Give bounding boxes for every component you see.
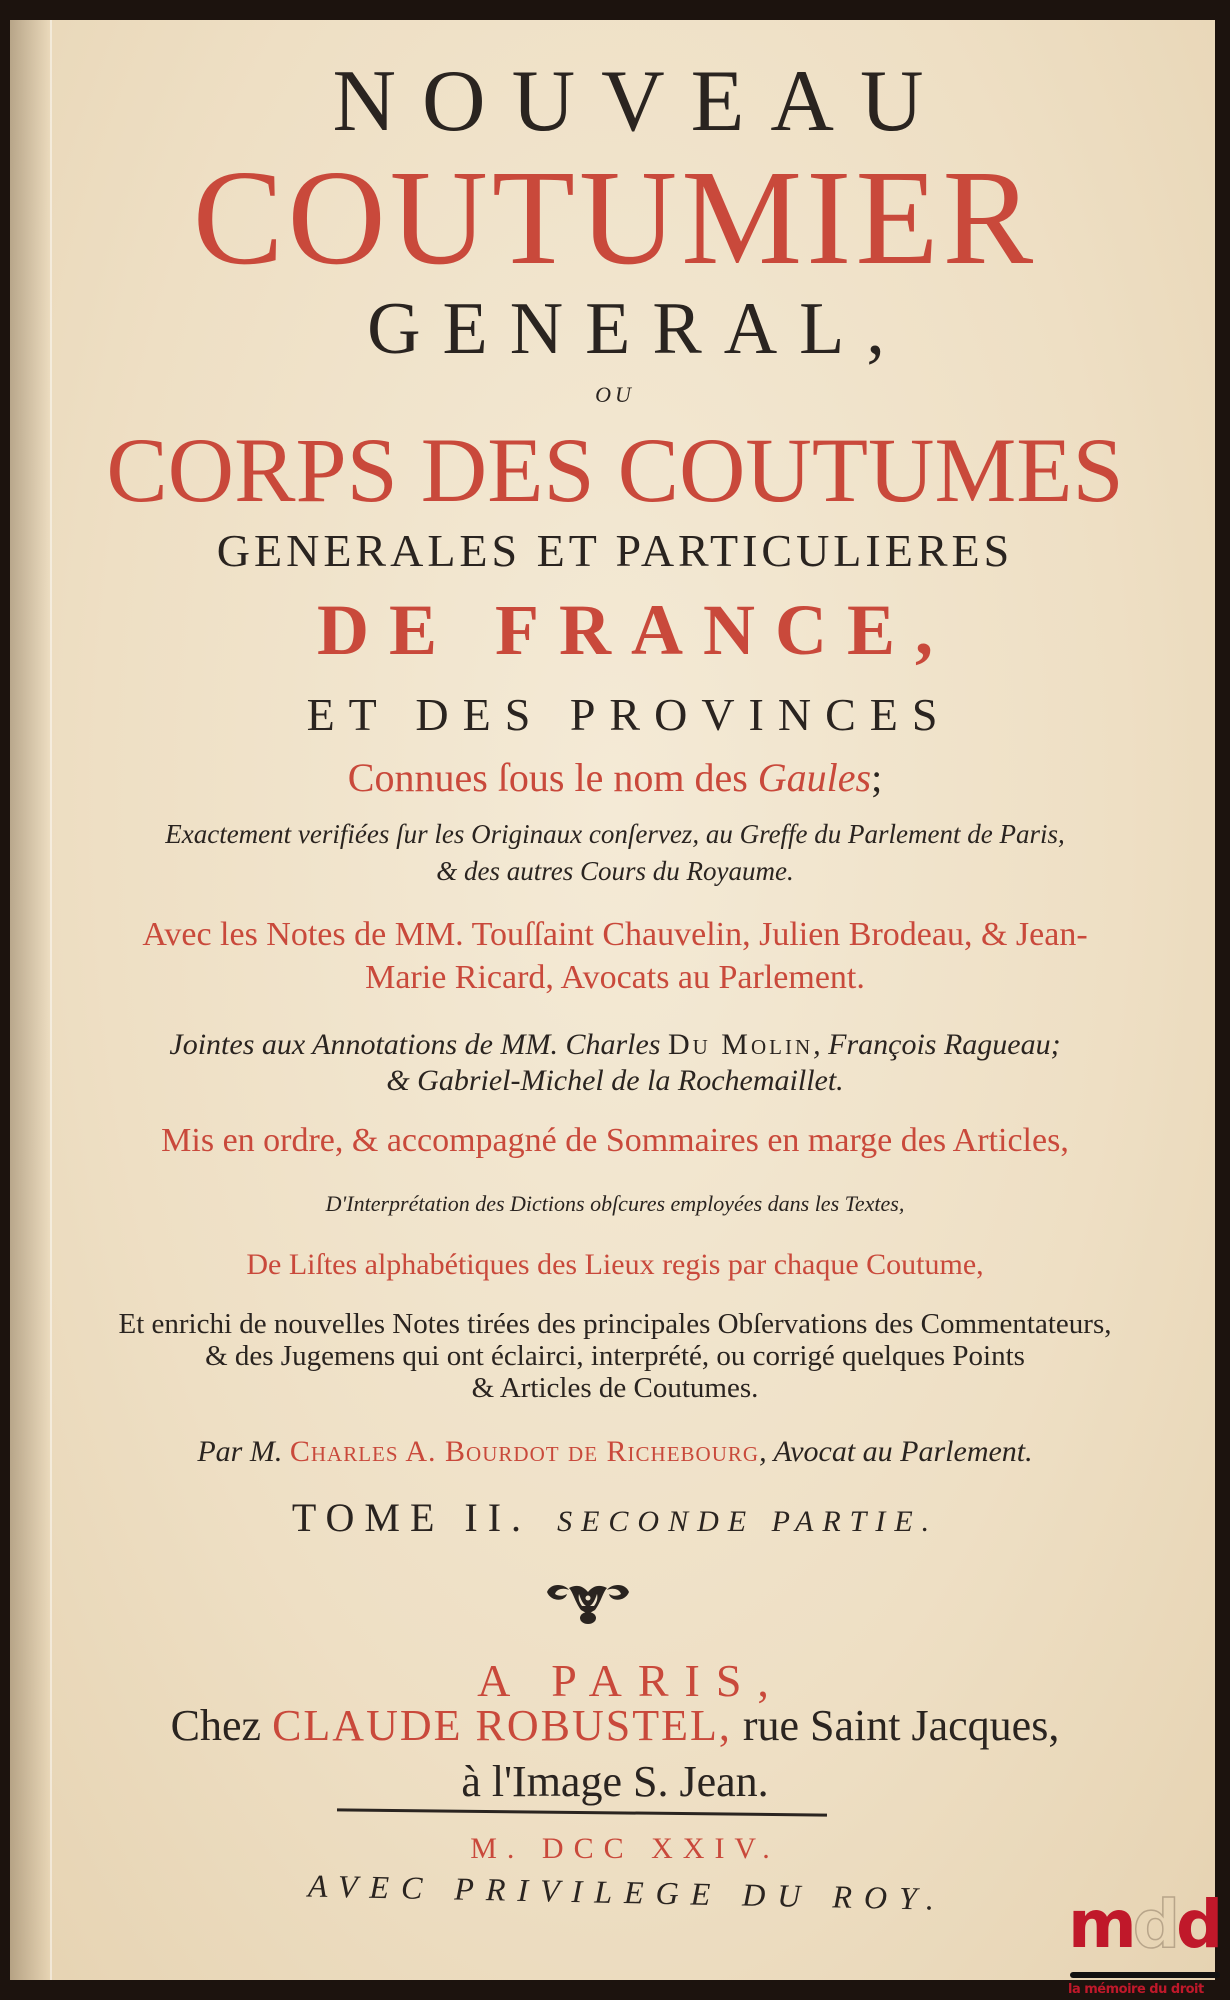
- title-et-des-provinces: ET DES PROVINCES: [306, 689, 952, 740]
- exactement-line-1: Exactement verifiées ſur les Originaux conſervez, au Greffe du Parlement de Paris,: [165, 819, 1065, 849]
- author-line: [0, 1437, 1230, 1467]
- avocat-text: , Avocat au Parlement.: [759, 1435, 1033, 1468]
- logo-bar: [1070, 1972, 1220, 1978]
- enrichi-line-1: Et enrichi de nouvelles Notes tirées des principales Obſervations des Commentateurs,: [118, 1308, 1112, 1340]
- du-molin-text: Du Molin: [667, 1028, 814, 1061]
- fleuron-ornament-icon: [545, 1580, 631, 1626]
- subtitle-connues: [0, 755, 1230, 800]
- jointes-text-end: , François Ragueau;: [813, 1028, 1061, 1061]
- logo-d-outline: d: [1132, 1886, 1177, 1963]
- publisher-name: CLAUDE ROBUSTEL,: [272, 1701, 732, 1750]
- seconde-partie-text: SECONDE PARTIE.: [557, 1505, 939, 1538]
- mdd-logo-letters: [1068, 1886, 1220, 1963]
- logo-d: d: [1176, 1886, 1220, 1963]
- tome-text: TOME II.: [291, 1495, 532, 1540]
- enrichi-line-2: & des Jugemens qui ont éclairci, interprété, ou corrigé quelques Points: [205, 1340, 1025, 1372]
- publisher-line: [0, 1701, 1230, 1750]
- notes-line-2: Marie Ricard, Avocats au Parlement.: [365, 959, 865, 996]
- place-paris: A PARIS,: [477, 1655, 785, 1706]
- author-name: Charles A. Bourdot de Richebourg: [289, 1435, 760, 1468]
- notes-line-1: Avec les Notes de MM. Touſſaint Chauvelin, Julien Brodeau, & Jean-: [142, 916, 1088, 953]
- enrichi-line-3: & Articles de Coutumes.: [471, 1372, 759, 1404]
- par-text: Par M.: [197, 1435, 290, 1468]
- address-text: rue Saint Jacques,: [731, 1701, 1060, 1750]
- exactement-line-2: & des autres Cours du Royaume.: [436, 856, 794, 886]
- interpretation-line: D'Interprétation des Dictions obſcures employées dans les Textes,: [325, 1191, 905, 1216]
- title-coutumier: COUTUMIER: [192, 143, 1038, 293]
- title-generales-particulieres: GENERALES ET PARTICULIERES: [216, 525, 1014, 576]
- mdd-logo: [1068, 1886, 1228, 2000]
- connues-text: Connues ſous le nom des: [347, 755, 758, 800]
- mis-en-ordre-line: Mis en ordre, & accompagné de Sommaires en marge des Articles,: [161, 1122, 1069, 1159]
- gaules-text: Gaules: [757, 755, 872, 800]
- jointes-text: Jointes aux Annotations de MM. Charles: [169, 1028, 668, 1061]
- title-nouveau: NOUVEAU: [332, 53, 950, 150]
- tome-line: [0, 1495, 1230, 1540]
- title-corps-des-coutumes: CORPS DES COUTUMES: [106, 419, 1124, 521]
- title-general: GENERAL,: [367, 288, 907, 370]
- title-ou: OU: [595, 382, 635, 407]
- jointes-line-2: & Gabriel-Michel de la Rochemaillet.: [386, 1064, 844, 1097]
- connues-semicolon: ;: [871, 755, 883, 800]
- logo-m: m: [1068, 1886, 1133, 1963]
- image-line: à l'Image S. Jean.: [461, 1757, 769, 1806]
- privilege-line: AVEC PRIVILEGE DU ROY.: [307, 1867, 947, 1917]
- chez-text: Chez: [170, 1701, 273, 1750]
- title-de-france: DE FRANCE,: [316, 590, 953, 670]
- listes-line: De Liſtes alphabétiques des Lieux regis par chaque Coutume,: [246, 1248, 984, 1281]
- date-line: M. DCC XXIV.: [470, 1832, 780, 1865]
- logo-tagline: la mémoire du droit: [1068, 1982, 1204, 1997]
- jointes-line-1: [0, 1030, 1230, 1060]
